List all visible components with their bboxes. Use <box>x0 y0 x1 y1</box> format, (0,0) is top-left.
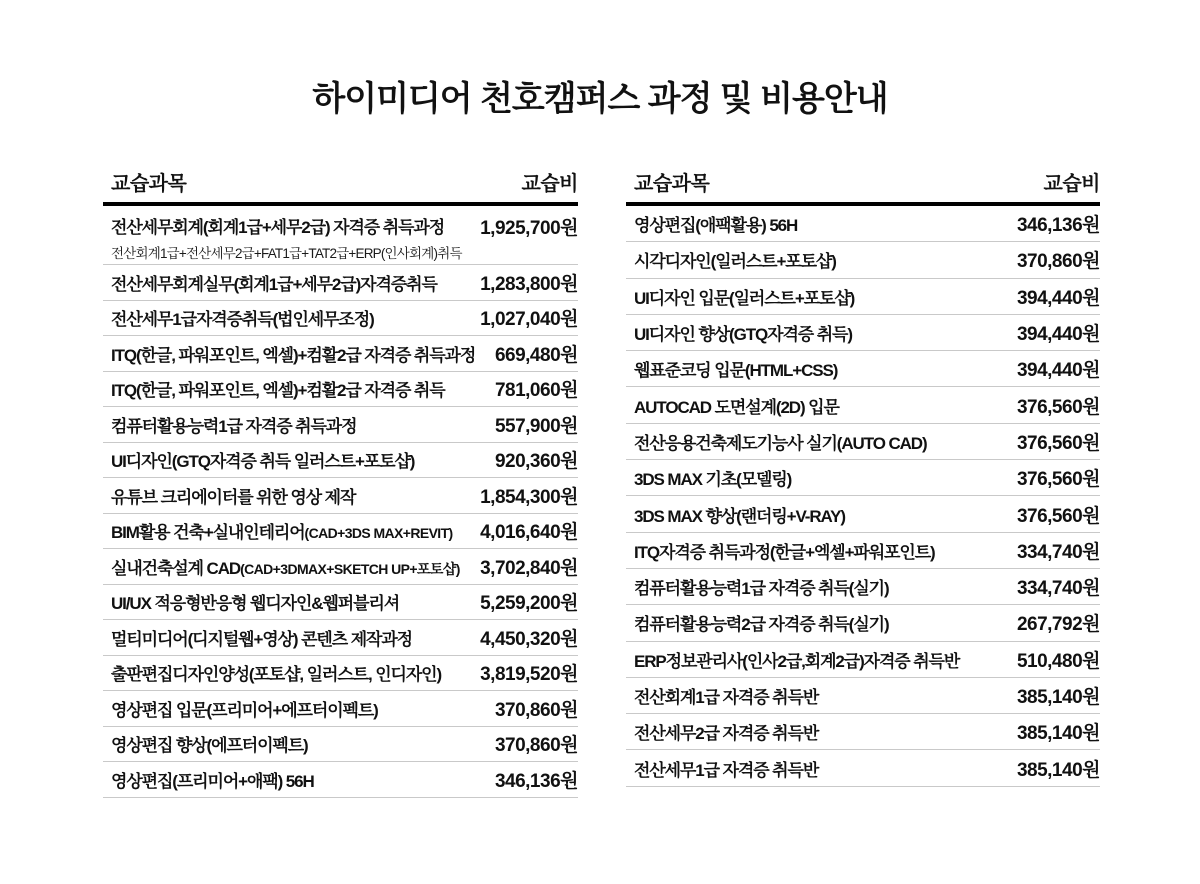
course-fee: 3,702,840원 <box>480 557 578 579</box>
course-name-text: UI/UX 적응형반응형 웹디자인&웹퍼블리셔 <box>111 594 400 614</box>
course-name <box>111 625 472 650</box>
table-row <box>626 750 1100 786</box>
table-row <box>103 585 578 621</box>
table-row <box>626 533 1100 569</box>
course-name-text: ITQ(한글, 파워포인트, 엑셀)+컴활2급 자격증 취득 <box>111 381 445 401</box>
table-row <box>103 478 578 514</box>
course-name <box>111 213 472 262</box>
table-header-subject: 교습과목 <box>634 173 710 195</box>
course-name <box>111 554 472 579</box>
table-row <box>103 443 578 479</box>
table-row <box>626 496 1100 532</box>
course-name <box>634 502 1009 527</box>
course-name-text: 실내건축설계 CAD <box>111 558 241 578</box>
table-row <box>103 336 578 372</box>
course-table-right <box>626 161 1100 798</box>
page-title: 하이미디어 천호캠퍼스 과정 및 비용안내 <box>312 80 888 118</box>
course-name <box>111 589 472 614</box>
course-name-text: 시각디자인(일러스트+포토샵) <box>634 252 836 272</box>
course-name <box>634 719 1009 744</box>
course-fee: 1,925,700원 <box>480 218 578 239</box>
course-name-text: 영상편집 입문(프리미어+에프터이펙트) <box>111 700 378 720</box>
course-name <box>634 247 1009 272</box>
table-row <box>103 301 578 337</box>
course-name <box>111 305 472 330</box>
course-name-text: ITQ(한글, 파워포인트, 엑셀)+컴활2급 자격증 취득과정 <box>111 345 476 365</box>
course-name <box>111 518 472 543</box>
course-name <box>634 429 1009 454</box>
table-row <box>103 407 578 443</box>
table-row <box>103 727 578 763</box>
course-name <box>111 376 487 401</box>
course-name <box>111 341 487 366</box>
course-fee: 1,027,040원 <box>480 309 578 331</box>
table-row <box>626 714 1100 750</box>
table-row <box>626 569 1100 605</box>
course-fee: 385,140원 <box>1016 687 1100 708</box>
table-header-subject: 교습과목 <box>111 173 187 195</box>
table-row <box>626 605 1100 641</box>
course-name <box>634 320 1009 345</box>
course-name-text: 멀티미디어(디지털웹+영상) 콘텐츠 제작과정 <box>111 629 412 649</box>
course-name <box>634 756 1009 781</box>
course-name-text: 영상편집 향상(에프터이펙트) <box>111 736 308 756</box>
course-fee: 4,450,320원 <box>480 628 578 650</box>
course-fee: 385,140원 <box>1016 759 1100 781</box>
course-fee: 385,140원 <box>1016 723 1100 745</box>
table-row <box>626 351 1100 387</box>
course-name <box>634 610 1009 635</box>
table-row <box>626 315 1100 351</box>
course-name-text: 전산세무1급 자격증 취득반 <box>634 760 819 780</box>
course-name <box>634 284 1009 309</box>
course-name <box>111 696 487 721</box>
course-fee: 1,854,300원 <box>480 486 578 508</box>
table-header-fee: 교습비 <box>1043 173 1100 195</box>
course-name-text: 3DS MAX 향상(랜더링+V-RAY) <box>634 506 845 526</box>
course-fee: 669,480원 <box>494 344 578 366</box>
table-header <box>103 161 578 206</box>
course-fee: 346,136원 <box>494 770 578 792</box>
table-row <box>626 279 1100 315</box>
course-fee: 370,860원 <box>1016 251 1100 273</box>
course-name <box>111 270 472 295</box>
course-fee: 376,560원 <box>1016 469 1100 491</box>
course-fee: 370,860원 <box>494 699 578 721</box>
course-fee: 781,060원 <box>494 380 578 402</box>
course-name-text: 출판편집디자인양성(포토샵, 일러스트, 인디자인) <box>111 665 442 685</box>
course-name <box>634 538 1009 563</box>
course-note: (CAD+3DMAX+SKETCH UP+포토샵) <box>240 560 460 577</box>
table-row <box>626 460 1100 496</box>
course-name-text: 전산회계1급 자격증 취득반 <box>634 688 819 707</box>
course-name-text: 영상편집(프리미어+애팩) 56H <box>111 771 314 791</box>
course-name-text: 컴퓨터활용능력1급 자격증 취득(실기) <box>634 579 889 599</box>
course-fee: 557,900원 <box>494 415 578 437</box>
course-fee: 370,860원 <box>494 735 578 757</box>
course-name <box>111 731 487 756</box>
table-row <box>103 206 578 265</box>
course-name-text: 컴퓨터활용능력1급 자격증 취득과정 <box>111 416 357 436</box>
course-name <box>634 647 1009 672</box>
course-name <box>111 483 472 508</box>
course-fee: 3,819,520원 <box>480 664 578 686</box>
course-name-text: ITQ자격증 취득과정(한글+엑셀+파워포인트) <box>634 542 935 562</box>
course-name <box>634 683 1009 708</box>
course-name <box>111 767 487 792</box>
course-name <box>111 447 487 472</box>
course-fee: 394,440원 <box>1016 360 1100 382</box>
table-row <box>103 762 578 798</box>
course-name-text: UI디자인(GTQ자격증 취득 일러스트+포토샵) <box>111 452 415 472</box>
course-name-text: 전산세무1급자격증취득(법인세무조정) <box>111 310 374 330</box>
table-row <box>626 642 1100 678</box>
course-name-text: UI디자인 입문(일러스트+포토샵) <box>634 288 855 308</box>
course-fee: 334,740원 <box>1016 578 1100 600</box>
table-row <box>626 387 1100 423</box>
course-fee: 5,259,200원 <box>480 593 578 615</box>
table-row <box>626 424 1100 460</box>
table-row <box>103 549 578 585</box>
table-row <box>626 206 1100 242</box>
table-header-fee: 교습비 <box>521 173 578 195</box>
course-fee: 920,360원 <box>494 451 578 473</box>
table-row <box>103 514 578 550</box>
course-name <box>634 211 1009 236</box>
table-row <box>626 678 1100 714</box>
table-row <box>103 372 578 408</box>
course-name-text: 웹표준코딩 입문(HTML+CSS) <box>634 361 838 381</box>
table-header <box>626 161 1100 206</box>
course-name <box>634 465 1009 490</box>
course-fee: 394,440원 <box>1016 324 1100 346</box>
course-name-text: 전산응용건축제도기능사 실기(AUTO CAD) <box>634 433 927 453</box>
course-name-text: 영상편집(애팩활용) 56H <box>634 216 798 236</box>
table-row <box>103 691 578 727</box>
course-name-text: BIM활용 건축+실내인테리어 <box>111 523 305 543</box>
course-name-text: 유튜브 크리에이터를 위한 영상 제작 <box>111 487 356 507</box>
course-fee: 1,283,800원 <box>480 273 578 295</box>
course-table-left <box>103 161 578 798</box>
course-fee: 267,792원 <box>1016 614 1100 636</box>
course-note: (CAD+3DS MAX+REVIT) <box>304 525 453 542</box>
table-body <box>626 206 1100 787</box>
course-name <box>111 412 487 437</box>
course-name-text: 전산세무2급 자격증 취득반 <box>634 724 819 744</box>
course-fee: 346,136원 <box>1016 215 1100 237</box>
course-name-text: 전산세무회계실무(회계1급+세무2급)자격증취득 <box>111 274 437 294</box>
course-name-text: 컴퓨터활용능력2급 자격증 취득(실기) <box>634 615 889 635</box>
course-name <box>634 393 1009 418</box>
course-name <box>111 660 472 685</box>
table-row <box>103 265 578 301</box>
course-name-text: AUTOCAD 도면설계(2D) 입문 <box>634 397 839 417</box>
course-name-text: 전산세무회계(회계1급+세무2급) 자격증 취득과정 <box>111 218 445 237</box>
tables-wrap <box>103 161 1100 798</box>
course-fee: 394,440원 <box>1016 287 1100 309</box>
table-row <box>626 242 1100 278</box>
course-fee: 376,560원 <box>1016 396 1100 418</box>
course-fee: 510,480원 <box>1016 650 1100 672</box>
table-row <box>103 656 578 692</box>
table-body <box>103 206 578 798</box>
course-subtitle: 전산회계1급+전산세무2급+FAT1급+TAT2급+ERP(인사회계)취득 <box>111 246 462 261</box>
course-name-text: ERP정보관리사(인사2급,회계2급)자격증 취득반 <box>634 651 960 671</box>
course-fee: 376,560원 <box>1016 505 1100 527</box>
course-fee: 4,016,640원 <box>480 522 578 544</box>
course-name <box>634 574 1009 599</box>
course-name-text: 3DS MAX 기초(모델링) <box>634 470 792 490</box>
table-row <box>103 620 578 656</box>
course-name-text: UI디자인 향상(GTQ자격증 취득) <box>634 325 852 345</box>
course-fee: 376,560원 <box>1016 432 1100 454</box>
course-name <box>634 356 1009 381</box>
course-fee: 334,740원 <box>1016 541 1100 563</box>
